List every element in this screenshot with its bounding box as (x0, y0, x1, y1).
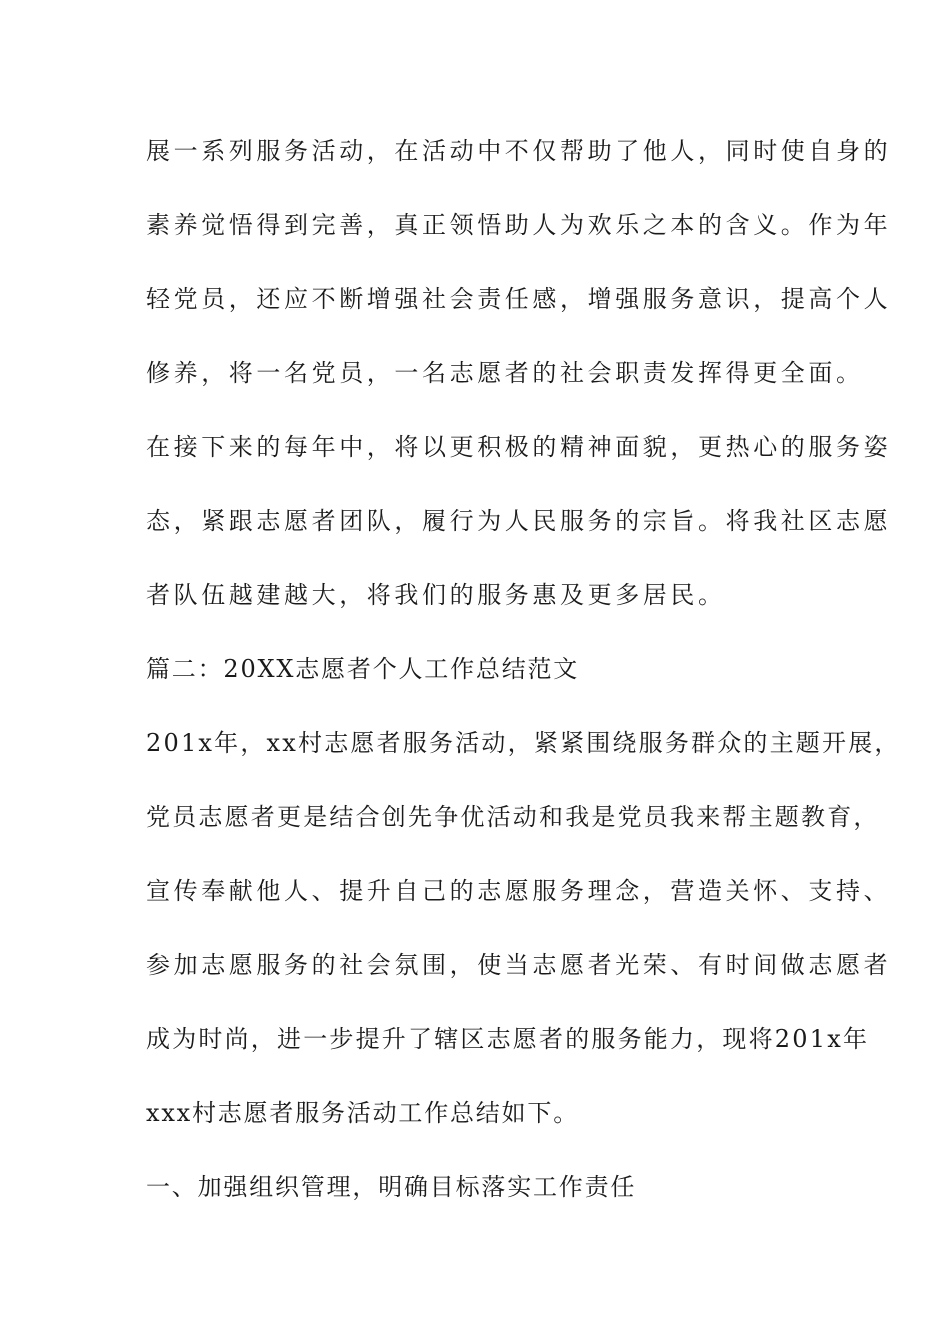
paragraph-line: 宣传奉献他人、提升自己的志愿服务理念，营造关怀、支持、 (146, 877, 892, 905)
paragraph-line: 参加志愿服务的社会氛围，使当志愿者光荣、有时间做志愿者 (146, 951, 892, 979)
section-title: 篇二：20XX志愿者个人工作总结范文 (146, 655, 580, 683)
paragraph-line: 在接下来的每年中，将以更积极的精神面貌，更热心的服务姿 (146, 433, 892, 461)
paragraph-line: 展一系列服务活动，在活动中不仅帮助了他人，同时使自身的 (146, 137, 892, 165)
subsection-title: 一、加强组织管理，明确目标落实工作责任 (146, 1173, 637, 1201)
paragraph-line: 201x年，xx村志愿者服务活动，紧紧围绕服务群众的主题开展， (146, 729, 901, 757)
paragraph-line: 素养觉悟得到完善，真正领悟助人为欢乐之本的含义。作为年 (146, 211, 892, 239)
paragraph-line: 修养，将一名党员，一名志愿者的社会职责发挥得更全面。 (146, 359, 864, 387)
paragraph-line: 态，紧跟志愿者团队，履行为人民服务的宗旨。将我社区志愿 (146, 507, 892, 535)
paragraph-line: 轻党员，还应不断增强社会责任感，增强服务意识，提高个人 (146, 285, 892, 313)
paragraph-line: xxx村志愿者服务活动工作总结如下。 (146, 1099, 580, 1127)
paragraph-line: 成为时尚，进一步提升了辖区志愿者的服务能力，现将201x年 (146, 1025, 870, 1053)
paragraph-line: 党员志愿者更是结合创先争优活动和我是党员我来帮主题教育， (146, 803, 880, 831)
paragraph-line: 者队伍越建越大，将我们的服务惠及更多居民。 (146, 581, 726, 609)
